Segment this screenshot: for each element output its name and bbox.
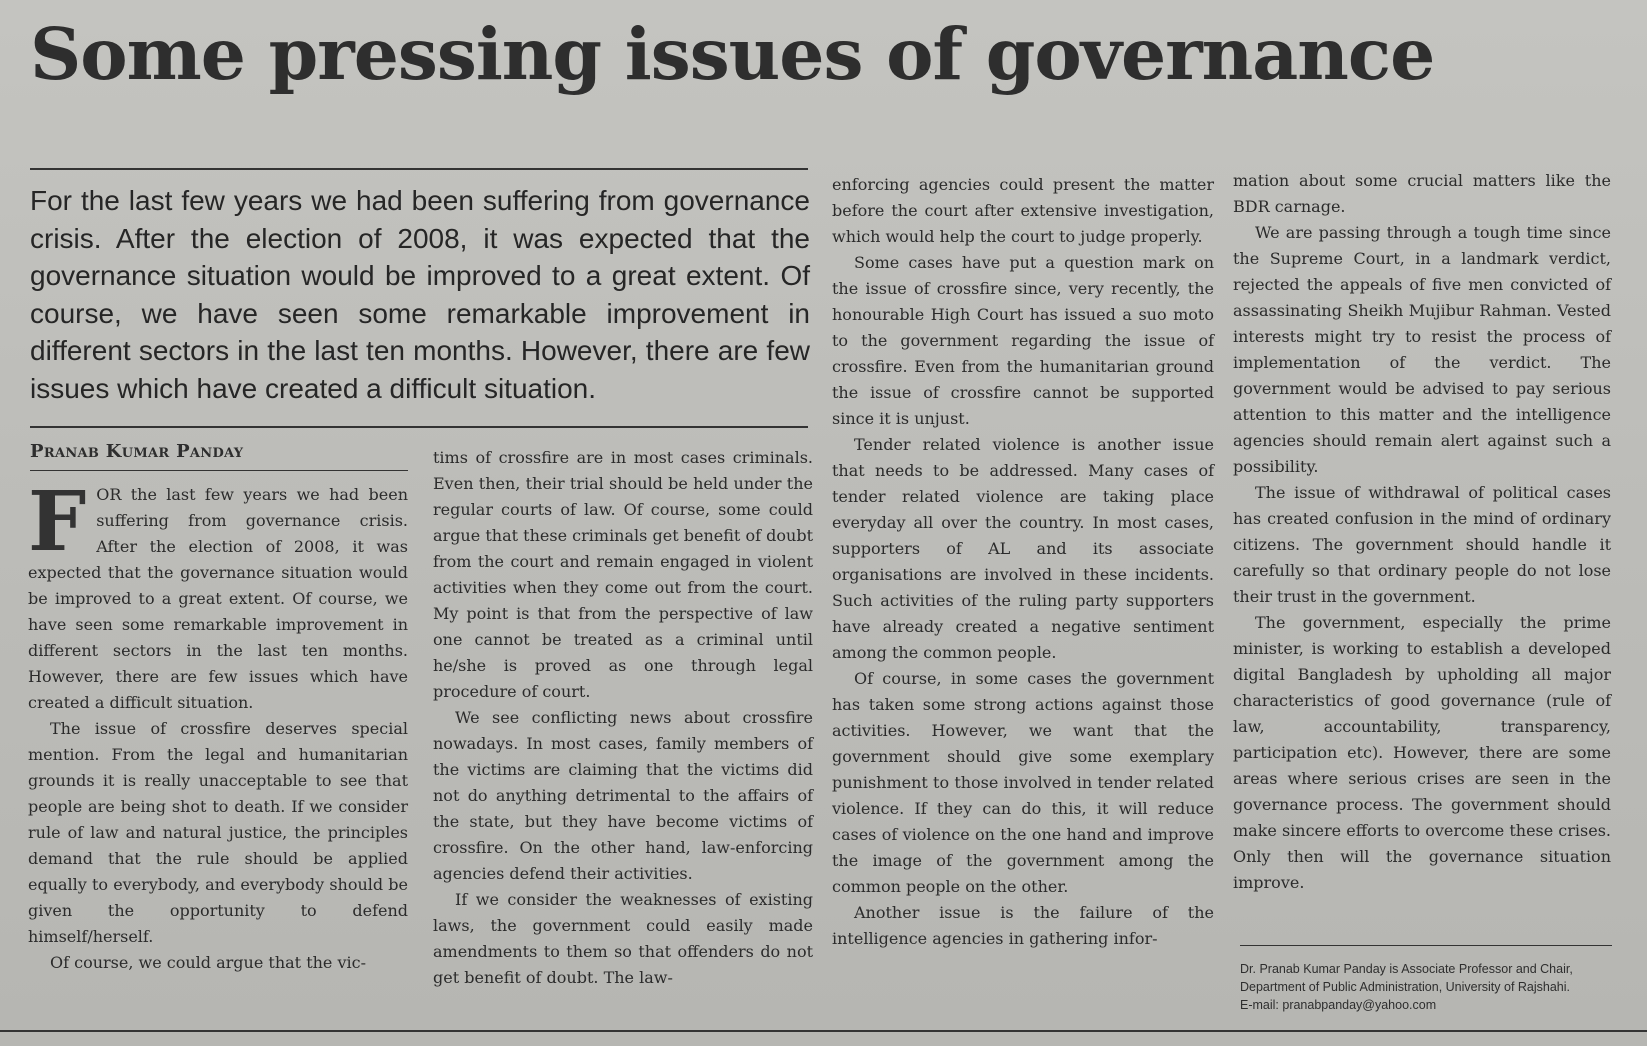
byline: Pranab Kumar Panday xyxy=(30,441,244,462)
paragraph: We see conflicting news about crossfire nowadays. In most cases, family members of the victims are claiming that the victims did not do anything detrimental to the affairs of the state, but they have become victims of crossfire. On the other hand, law-enforcing agencies defend their activities. xyxy=(433,708,813,883)
paragraph: The issue of withdrawal of political cases has created confusion in the mind of ordinary citizens. The government should handle it carefully so that ordinary people do not lose their trust in the government. xyxy=(1233,483,1611,606)
bio-rule xyxy=(1240,945,1612,946)
bio-line: Department of Public Administration, University of Rajshahi. xyxy=(1240,980,1571,994)
paragraph: tims of crossfire are in most cases criminals. Even then, their trial should be held under the regular courts of law. Of course, some could argue that these criminals get benefit of doubt from the court and remain engaged in violent activities when they come out from the court. My point is that from the perspective of law one cannot be treated as a criminal until he/she is proved as one through legal procedure of court. xyxy=(433,448,813,701)
author-bio xyxy=(1240,960,1620,1014)
article-column-1 xyxy=(28,474,408,976)
bio-line: Dr. Pranab Kumar Panday is Associate Professor and Chair, xyxy=(1240,962,1573,976)
paragraph: enforcing agencies could present the matter before the court after extensive investigation, which would help the court to judge properly. xyxy=(832,175,1214,246)
paragraph: OR the last few years we had been suffering from governance crisis. After the election of 2008, it was expected that the governance situation would be improved to a great extent. Of course, we have seen some remarkable improvement in different sectors in the last ten months. However, there are few issues which have created a difficult situation. xyxy=(28,485,408,712)
lead-bottom-rule xyxy=(30,426,808,428)
paragraph: Of course, in some cases the government has taken some strong actions against those activities. However, we want that the government should give some exemplary punishment to those involved in tender related violence. If they can do this, it will reduce cases of violence on the one hand and improve the image of the government among the common people on the other. xyxy=(832,669,1214,896)
paragraph: The issue of crossfire deserves special mention. From the legal and humanitarian grounds it is really unacceptable to see that people are being shot to death. If we consider rule of law and natural justice, the principles demand that the rule should be applied equally to everybody, and everybody should be given the opportunity to defend himself/herself. xyxy=(28,719,408,946)
paragraph: Tender related violence is another issue that needs to be addressed. Many cases of tender related violence are taking place everyday all over the country. In most cases, supporters of AL and its associate organisations are involved in these incidents. Such activities of the ruling party supporters have already created a negative sentiment among the common people. xyxy=(832,435,1214,662)
paragraph: The government, especially the prime minister, is working to establish a developed digital Bangladesh by upholding all major characteristics of good governance (rule of law, accountability, transparency, participation etc). However, there are some areas where serious crises are seen in the governance process. The government should make sincere efforts to overcome these crises. Only then will the governance situation improve. xyxy=(1233,613,1611,892)
article-column-3 xyxy=(832,172,1214,952)
drop-cap: F xyxy=(28,474,87,570)
article-column-4 xyxy=(1233,168,1611,896)
headline: Some pressing issues of governance xyxy=(30,12,1435,96)
paragraph: Another issue is the failure of the intelligence agencies in gathering infor- xyxy=(832,903,1214,948)
paragraph: Some cases have put a question mark on the issue of crossfire since, very recently, the honourable High Court has issued a suo moto to the government regarding the issue of crossfire. Even from the humanitarian ground the issue of crossfire cannot be supported since it is unjust. xyxy=(832,253,1214,428)
paragraph: If we consider the weaknesses of existing laws, the government could easily made amendments to them so that offenders do not get benefit of doubt. The law- xyxy=(433,890,813,987)
byline-rule xyxy=(30,470,408,471)
lead-top-rule xyxy=(30,168,808,170)
bio-email: E-mail: pranabpanday@yahoo.com xyxy=(1240,998,1437,1012)
page-bottom-rule xyxy=(0,1030,1647,1032)
paragraph: We are passing through a tough time since the Supreme Court, in a landmark verdict, rejected the appeals of five men convicted of assassinating Sheikh Mujibur Rahman. Vested interests might try to resist the process of implementation of the verdict. The government would be advised to pay serious attention to this matter and the intelligence agencies should remain alert against such a possibility. xyxy=(1233,223,1611,476)
article-column-2 xyxy=(433,445,813,991)
lead-paragraph: For the last few years we had been suffering from governance crisis. After the election of 2008, it was expected that the governance situation would be improved to a great extent. Of course, we have seen some remarkable improvement in different sectors in the last ten months. However, there are few issues which have created a difficult situation. xyxy=(30,185,810,404)
paragraph: mation about some crucial matters like the BDR carnage. xyxy=(1233,171,1611,216)
paragraph: Of course, we could argue that the vic- xyxy=(50,953,367,972)
